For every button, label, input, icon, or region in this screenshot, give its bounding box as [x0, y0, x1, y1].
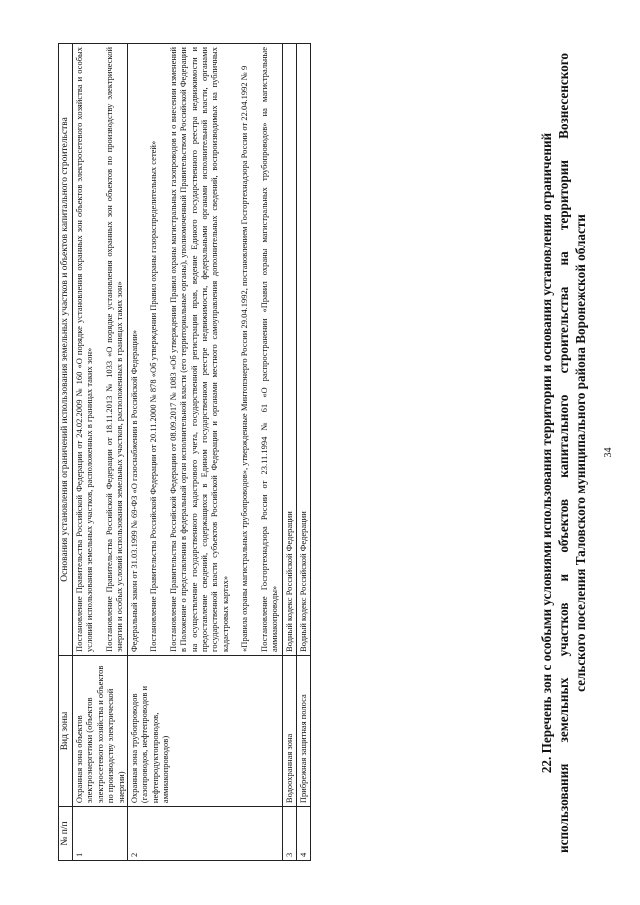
basis-cell [73, 44, 128, 656]
header-basis: Основания установления ограничений использования земельных участков и объектов капитального строительства [59, 44, 73, 656]
basis-item: Постановление Правительства Российской Федерации от 08.09.2017 № 1083 «Об утверждении Правил охраны магистральных газопроводов и о внесении изменений в Положение о представлении в федеральный орган исполнительной власти (его территориальные органы), уполномоченный Правительством Российской Федерации на осуществление государственного кадастрового учета, государственной регистрации прав, ведение Единого государственного реестра недвижимости и предоставление сведений, содержащихся в Едином государственном реестре недвижимости, федеральными органами исполнительной власти, органами государственной власти субъектов Российской Федерации и органами местного самоуправления дополнительных сведений, воспроизводимых на публичных кадастровых картах» [167, 47, 230, 652]
row-number: 4 [296, 807, 310, 861]
heading-line-2: использования земельных участков и объектов капитального строительства на территории Вознесенского [556, 53, 571, 853]
header-number: № п/п [59, 807, 73, 861]
zone-type: Охранная зона объектов электроэнергетики (объектов электросетевого хозяйства и объектов по производству электрической энергии) [73, 655, 128, 806]
page-number: 34 [603, 447, 614, 458]
basis-item: Федеральный закон от 31.03.1999 № 69-ФЗ «О газоснабжении в Российской Федерации» [129, 329, 140, 652]
basis-item: Постановление Госгортехнадзора России от 23.11.1994 № 61 «О распространении «Правил охраны магистральных трубопроводов» на магистральные аммиакопроводы» [258, 47, 280, 652]
basis-item: Постановление Правительства Российской Федерации от 18.11.2013 № 1033 «О порядке установления охранных зон объектов по производству электрической энергии и особых условий использования земельных участков, расположенных в границах таких зон» [103, 47, 125, 652]
row-number: 3 [282, 807, 296, 861]
row-number: 1 [73, 807, 128, 861]
heading-line-3: сельского поселения Таловского муниципального района Воронежской области [573, 214, 588, 692]
basis-item: Водный кодекс Российской Федерации [283, 511, 294, 652]
basis-item: Водный кодекс Российской Федерации [297, 511, 308, 652]
document-heading [538, 53, 589, 853]
zone-type: Водоохранная зона [282, 655, 296, 806]
basis-item: Постановление Правительства Российской Федерации от 24.02.2009 № 160 «О порядке установления охранных зон объектов электросетевого хозяйства и особых условий использования земельных участков, расположенных в границах таких зон» [74, 47, 95, 652]
table-row [73, 44, 128, 861]
row-number: 2 [128, 807, 282, 861]
table-header-row [59, 44, 73, 861]
basis-cell [128, 44, 282, 656]
header-zone-type: Вид зоны [59, 655, 73, 806]
zones-table [58, 43, 311, 861]
heading-line-1: 22. Перечень зон с особыми условиями использования территории и основания установления ограничений [539, 132, 554, 774]
zone-type: Прибрежная защитная полоса [296, 655, 310, 806]
zone-type: Охранная зона трубопроводов (газопроводов, нефтепроводов и нефтепродуктопроводов, аммиакопроводов) [128, 655, 282, 806]
table-row [282, 44, 296, 861]
table-row [296, 44, 310, 861]
basis-cell [282, 44, 296, 656]
basis-item: «Правила охраны магистральных трубопроводов», утвержденные Минтопэнерго России 29.04.1992, постановлением Госгортехнадзора России от 22.04.1992 № 9 [239, 65, 250, 652]
basis-item: Постановление Правительства Российской Федерации от 20.11.2000 № 878 «Об утверждении Правил охраны газораспределительных сетей» [148, 140, 159, 652]
basis-cell [296, 44, 310, 656]
table-row [128, 44, 282, 861]
